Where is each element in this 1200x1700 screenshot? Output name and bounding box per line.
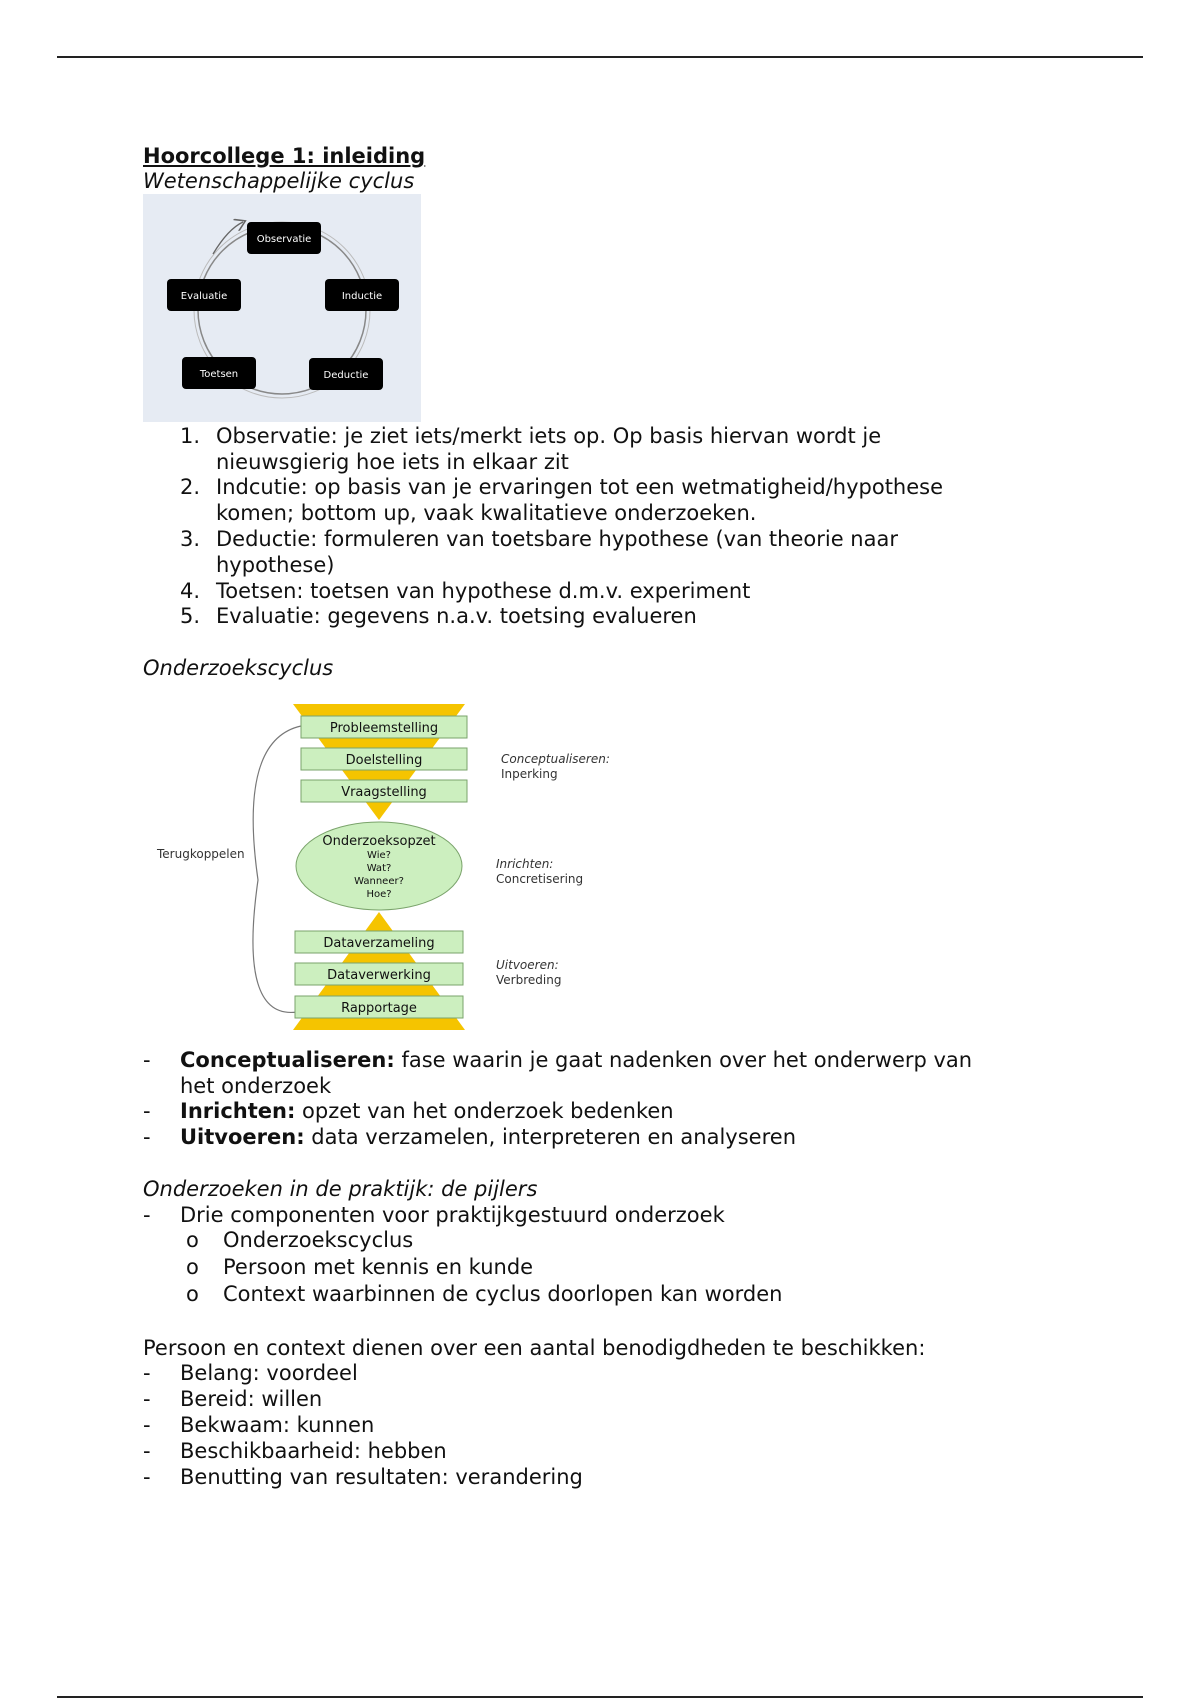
svg-text:Wie?: Wie? bbox=[367, 850, 391, 861]
svg-text:Inperking: Inperking bbox=[501, 767, 558, 781]
svg-text:Doelstelling: Doelstelling bbox=[345, 753, 423, 768]
requirements-intro: Persoon en context dienen over een aantal benodigdheden te beschikken: bbox=[143, 1336, 926, 1360]
box-vraagstelling bbox=[301, 780, 467, 802]
cycle-node-inductie bbox=[325, 279, 399, 311]
svg-text:Vraagstelling: Vraagstelling bbox=[341, 785, 427, 800]
svg-text:Deductie: Deductie bbox=[323, 370, 369, 381]
section-subtitle-cycle: Wetenschappelijke cyclus bbox=[143, 169, 415, 193]
section-subtitle-pillars: Onderzoeken in de praktijk: de pijlers bbox=[143, 1177, 538, 1201]
svg-text:Hoe?: Hoe? bbox=[366, 889, 392, 900]
svg-text:Dataverzameling: Dataverzameling bbox=[323, 936, 435, 951]
box-dataverwerking bbox=[295, 963, 463, 985]
svg-text:Rapportage: Rapportage bbox=[341, 1001, 417, 1016]
svg-text:Concretisering: Concretisering bbox=[496, 872, 584, 886]
onderzoeksopzet-ellipse bbox=[296, 822, 462, 910]
page-title: Hoorcollege 1: inleiding bbox=[143, 144, 426, 168]
svg-text:Verbreding: Verbreding bbox=[496, 973, 562, 987]
header-rule bbox=[57, 56, 1143, 58]
cycle-node-toetsen bbox=[182, 357, 256, 389]
cycle-node-observatie bbox=[247, 222, 321, 254]
box-dataverzameling bbox=[295, 931, 463, 953]
phase-label-conceptualiseren bbox=[501, 752, 610, 781]
phase-label-uitvoeren bbox=[496, 958, 561, 987]
phase-label-inrichten bbox=[496, 857, 583, 886]
research-cycle-diagram bbox=[143, 700, 623, 1035]
section-subtitle-research-cycle: Onderzoekscyclus bbox=[143, 656, 334, 680]
svg-text:Inductie: Inductie bbox=[341, 291, 383, 302]
box-rapportage bbox=[295, 996, 463, 1018]
svg-text:Wanneer?: Wanneer? bbox=[354, 876, 404, 887]
svg-text:Toetsen: Toetsen bbox=[199, 369, 239, 380]
scientific-cycle-diagram bbox=[143, 194, 421, 422]
svg-text:Observatie: Observatie bbox=[256, 234, 312, 245]
box-probleemstelling bbox=[301, 716, 467, 738]
footer-rule bbox=[57, 1696, 1143, 1698]
svg-text:Onderzoeksopzet: Onderzoeksopzet bbox=[322, 834, 436, 849]
svg-text:Conceptualiseren:: Conceptualiseren: bbox=[501, 752, 610, 766]
svg-text:Inrichten:: Inrichten: bbox=[496, 857, 554, 871]
svg-text:Uitvoeren:: Uitvoeren: bbox=[496, 958, 559, 972]
svg-text:Wat?: Wat? bbox=[366, 863, 392, 874]
svg-text:Dataverwerking: Dataverwerking bbox=[327, 968, 431, 983]
feedback-curve bbox=[253, 726, 301, 1012]
svg-text:Evaluatie: Evaluatie bbox=[180, 291, 228, 302]
svg-text:Probleemstelling: Probleemstelling bbox=[329, 721, 439, 736]
feedback-label: Terugkoppelen bbox=[157, 847, 245, 861]
cycle-node-evaluatie bbox=[167, 279, 241, 311]
box-doelstelling bbox=[301, 748, 467, 770]
cycle-node-deductie bbox=[309, 358, 383, 390]
